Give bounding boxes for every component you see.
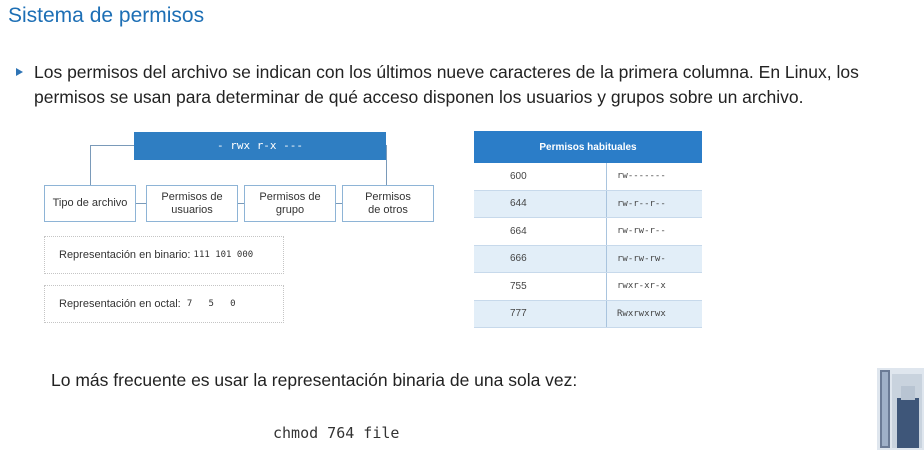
perm-cell: rw-rw-r-- <box>607 218 703 246</box>
table-row <box>474 273 702 301</box>
connector-line <box>386 145 387 185</box>
octal-representation <box>44 285 284 323</box>
connector-line <box>90 145 134 146</box>
box-permisos-grupo: Permisos de grupo <box>244 185 336 222</box>
octal-cell: 666 <box>474 245 607 273</box>
table-row <box>474 218 702 246</box>
octal-value: 7 5 0 <box>186 299 236 309</box>
table-row <box>474 245 702 273</box>
box-tipo-archivo: Tipo de archivo <box>44 185 136 222</box>
permisos-habituales-table <box>474 131 702 328</box>
note-text: Lo más frecuente es usar la representación binaria de una sola vez: <box>51 370 578 390</box>
binary-value: 111 101 000 <box>193 250 254 260</box>
octal-cell: 664 <box>474 218 607 246</box>
table-header: Permisos habituales <box>474 131 702 163</box>
connector-line <box>90 145 91 185</box>
permission-string-banner: - rwx r-x --- <box>134 132 386 160</box>
command-example: chmod 764 file <box>273 424 400 442</box>
perm-cell: rw-rw-rw- <box>607 245 703 273</box>
perm-cell: rwxr-xr-x <box>607 273 703 301</box>
perm-cell: rw-r--r-- <box>607 190 703 218</box>
table-row <box>474 190 702 218</box>
octal-label: Representación en octal: <box>59 298 181 310</box>
octal-cell: 600 <box>474 163 607 190</box>
perm-cell: Rwxrwxrwx <box>607 300 703 328</box>
octal-cell: 755 <box>474 273 607 301</box>
presenter-thumbnail <box>877 368 924 450</box>
binary-representation <box>44 236 284 274</box>
octal-cell: 644 <box>474 190 607 218</box>
perm-cell: rw------- <box>607 163 703 190</box>
connector-line <box>136 203 146 204</box>
table-row <box>474 300 702 328</box>
box-permisos-otros: Permisos de otros <box>342 185 434 222</box>
binary-label: Representación en binario: <box>59 249 191 261</box>
table-row <box>474 163 702 190</box>
box-permisos-usuarios: Permisos de usuarios <box>146 185 238 222</box>
page-title: Sistema de permisos <box>8 4 205 27</box>
octal-cell: 777 <box>474 300 607 328</box>
bullet-text: Los permisos del archivo se indican con los últimos nueve caracteres de la primera columna. En Linux, los permisos se usan para determinar de qué acceso disponen los usuarios y grupos sobre un archivo. <box>34 62 859 107</box>
bullet-arrow-icon <box>16 68 23 76</box>
